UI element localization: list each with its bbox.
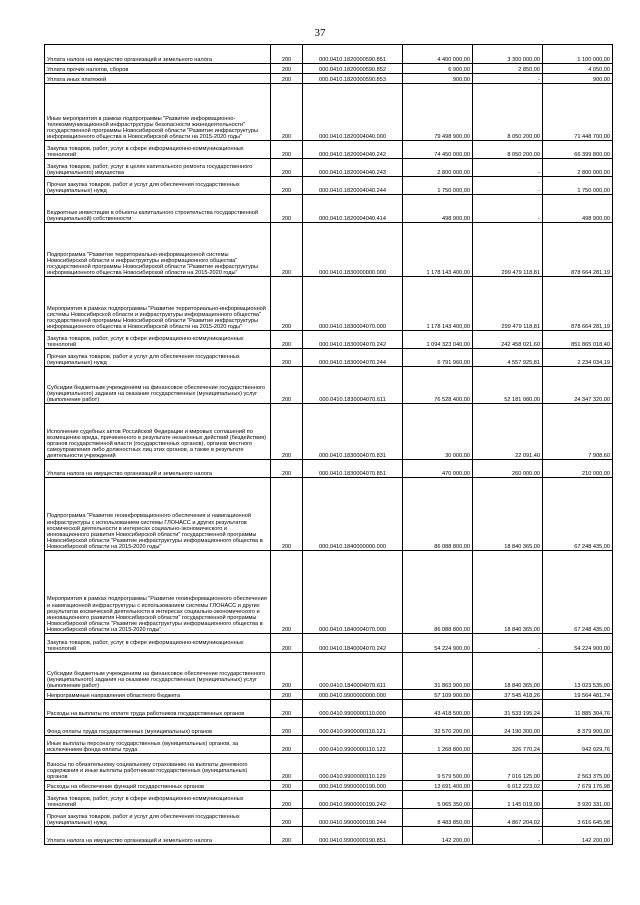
row-classifier: 000.0410.1830000000.000 [303,223,403,277]
row-executed: - [473,74,543,84]
row-approved: 9 579 500,00 [403,754,473,781]
row-code: 200 [271,367,303,404]
row-code: 200 [271,331,303,349]
row-name: Фонд оплаты труда государственных (муниципальных) органов [45,718,271,736]
table-row [45,159,613,177]
row-remaining: 498 900,00 [543,195,613,223]
row-classifier: 000.0410.9900000190.242 [303,791,403,809]
table-row [45,827,613,845]
row-executed: 260 000,00 [473,460,543,478]
row-approved: 1 750 000,00 [403,177,473,195]
row-name: Закупка товаров, работ, услуг в сфере информационно-коммуникационных технологий [45,141,271,159]
row-approved: 498 900,00 [403,195,473,223]
row-name: Прочая закупка товаров, работ и услуг для обеспечения государственных (муниципальных) нужд [45,177,271,195]
row-code: 200 [271,634,303,653]
row-executed: 7 016 125,00 [473,754,543,781]
row-name: Субсидии бюджетным учреждениям на финансовое обеспечение государственного (муниципального) задания на оказание государственных (муниципальных) услуг (выполнение работ) [45,653,271,690]
table-row [45,754,613,781]
row-classifier: 000.0410.1820000590.853 [303,74,403,84]
table-row [45,781,613,791]
row-name: Уплата иных платежей [45,74,271,84]
row-remaining: 54 224 900,00 [543,634,613,653]
row-code: 200 [271,460,303,478]
row-approved: 6 900,00 [403,64,473,74]
row-classifier: 000.0410.1820000590.852 [303,64,403,74]
row-name: Прочая закупка товаров, работ и услуг для обеспечения государственных (муниципальных) нужд [45,809,271,827]
row-approved: 32 570 200,00 [403,718,473,736]
row-approved: 79 498 900,00 [403,84,473,141]
row-approved: 76 528 400,00 [403,367,473,404]
table-row [45,736,613,754]
row-approved: 6 791 960,00 [403,349,473,367]
row-approved: 57 109 900,00 [403,690,473,700]
row-executed: - [473,159,543,177]
row-remaining: 942 029,76 [543,736,613,754]
row-remaining: 3 920 331,00 [543,791,613,809]
row-code: 200 [271,45,303,64]
row-name: Иные мероприятия в рамках подпрограммы "Развитие информационно-телекоммуникационной инфраструктуры безопасности жизнедеятельности" государственной программы Новосибирской области "Развитие инфраструктуры информационного общества в Новосибирской области на 2015-2020 годы" [45,84,271,141]
row-executed: 6 012 223,02 [473,781,543,791]
row-remaining: 19 564 481,74 [543,690,613,700]
row-remaining: 210 000,00 [543,460,613,478]
row-code: 200 [271,177,303,195]
row-code: 200 [271,404,303,460]
row-classifier: 000.0410.9900000190.244 [303,809,403,827]
table-row [45,460,613,478]
table-row [45,791,613,809]
row-classifier: 000.0410.1830004070.244 [303,349,403,367]
row-code: 200 [271,791,303,809]
row-name: Непрограммные направления областного бюджета [45,690,271,700]
row-classifier: 000.0410.1840000000.000 [303,478,403,551]
table-row [45,718,613,736]
table-row [45,478,613,551]
table-row [45,349,613,367]
row-executed: 37 545 418,26 [473,690,543,700]
row-remaining: 7 908,60 [543,404,613,460]
row-classifier: 000.0410.9900000190.851 [303,827,403,845]
row-classifier: 000.0410.1830004070.831 [303,404,403,460]
row-executed: 52 181 080,00 [473,367,543,404]
row-approved: 2 800 000,00 [403,159,473,177]
row-executed: 22 091,40 [473,404,543,460]
row-classifier: 000.0410.9900000110.122 [303,736,403,754]
row-code: 200 [271,84,303,141]
table-row [45,367,613,404]
row-remaining: 66 399 800,00 [543,141,613,159]
row-executed: 18 840 365,00 [473,653,543,690]
row-name: Взносы по обязательному социальному страхованию на выплаты денежного содержания и иные выплаты работникам государственных (муниципальных) органов [45,754,271,781]
row-name: Закупка товаров, работ, услуг в сфере информационно-коммуникационных технологий [45,791,271,809]
row-executed: 18 840 365,00 [473,551,543,634]
row-classifier: 000.0410.1820004040.244 [303,177,403,195]
row-classifier: 000.0410.9900000110.000 [303,700,403,718]
row-code: 200 [271,277,303,331]
table-row [45,45,613,64]
row-classifier: 000.0410.9900000110.129 [303,754,403,781]
row-code: 200 [271,718,303,736]
row-approved: 8 483 850,00 [403,809,473,827]
row-remaining: 878 664 281,19 [543,223,613,277]
row-approved: 1 094 323 040,00 [403,331,473,349]
row-approved: 43 418 500,00 [403,700,473,718]
row-classifier: 000.0410.1830004070.611 [303,367,403,404]
row-code: 200 [271,195,303,223]
row-approved: 13 691 400,00 [403,781,473,791]
row-name: Закупка товаров, работ, услуг в целях капитального ремонта государственного (муниципального) имущества [45,159,271,177]
row-code: 200 [271,809,303,827]
row-name: Расходы на обеспечение функций государственных органов [45,781,271,791]
row-classifier: 000.0410.1830004070.851 [303,460,403,478]
row-approved: 900,00 [403,74,473,84]
row-approved: 31 863 900,00 [403,653,473,690]
row-name: Уплата налога на имущество организаций и земельного налога [45,460,271,478]
row-name: Бюджетные инвестиции в объекты капитального строительства государственной (муниципальной) собственности [45,195,271,223]
row-classifier: 000.0410.9900000110.121 [303,718,403,736]
row-code: 200 [271,478,303,551]
row-executed: 299 479 118,81 [473,223,543,277]
table-row [45,74,613,84]
row-name: Мероприятия в рамках подпрограммы "Развитие геоинформационного обеспечения и навигационной инфраструктуры с использованием системы ГЛОНАСС и других результатов космической деятельности в интересах социально-экономического и инновационного развития Новосибирской области" государственной программы Новосибирской области "Развитие инфраструктуры информационного общества в Новосибирской области на 2015-2020 годы" [45,551,271,634]
row-approved: 54 224 900,00 [403,634,473,653]
row-executed: 31 533 195,24 [473,700,543,718]
row-executed: 8 050 200,00 [473,141,543,159]
row-remaining: 7 679 176,98 [543,781,613,791]
table-row [45,331,613,349]
row-code: 200 [271,781,303,791]
row-classifier: 000.0410.1840004070.611 [303,653,403,690]
row-name: Уплата прочих налогов, сборов [45,64,271,74]
table-row [45,404,613,460]
table-row [45,223,613,277]
table-body [45,45,613,845]
row-classifier: 000.0410.1840004070.000 [303,551,403,634]
table-row [45,195,613,223]
row-remaining: 900,00 [543,74,613,84]
row-approved: 142 200,00 [403,827,473,845]
row-classifier: 000.0410.9900000000.000 [303,690,403,700]
row-name: Расходы на выплаты по оплате труда работников государственных органов [45,700,271,718]
row-executed: - [473,177,543,195]
row-executed: 1 145 019,00 [473,791,543,809]
row-name: Закупка товаров, работ, услуг в сфере информационно-коммуникационных технологий [45,331,271,349]
table-row [45,277,613,331]
row-approved: 86 088 800,00 [403,551,473,634]
row-code: 200 [271,736,303,754]
table-row [45,84,613,141]
row-executed: 4 867 204,02 [473,809,543,827]
row-remaining: 2 234 034,19 [543,349,613,367]
row-executed: 18 840 365,00 [473,478,543,551]
row-classifier: 000.0410.1820004040.414 [303,195,403,223]
row-approved: 74 450 000,00 [403,141,473,159]
row-approved: 30 000,00 [403,404,473,460]
row-classifier: 000.0410.1820000590.851 [303,45,403,64]
row-approved: 470 000,00 [403,460,473,478]
table-row [45,653,613,690]
row-remaining: 13 023 535,00 [543,653,613,690]
row-remaining: 1 750 000,00 [543,177,613,195]
table-row [45,700,613,718]
table-row [45,551,613,634]
table-row [45,177,613,195]
row-approved: 4 400 000,00 [403,45,473,64]
row-remaining: 851 865 018,40 [543,331,613,349]
row-code: 200 [271,74,303,84]
row-executed: 8 050 200,00 [473,84,543,141]
row-code: 200 [271,64,303,74]
row-executed: 242 458 021,60 [473,331,543,349]
row-code: 200 [271,349,303,367]
row-classifier: 000.0410.1820004040.242 [303,141,403,159]
row-code: 200 [271,690,303,700]
row-name: Прочая закупка товаров, работ и услуг для обеспечения государственных (муниципальных) нужд [45,349,271,367]
table-row [45,634,613,653]
row-code: 200 [271,653,303,690]
budget-execution-table [44,44,613,845]
row-executed: 299 479 118,81 [473,277,543,331]
row-name: Уплата налога на имущество организаций и земельного налога [45,45,271,64]
row-executed: - [473,195,543,223]
row-remaining: 878 664 281,19 [543,277,613,331]
row-executed: - [473,634,543,653]
row-name: Исполнение судебных актов Российской Федерации и мировых соглашений по возмещению вреда, причиненного в результате незаконных действий (бездействия) органов государственной власти (государственных органов), органов местного самоуправления либо должностных лиц этих органов, а также в результате деятельности учреждений [45,404,271,460]
row-name: Мероприятия в рамках подпрограммы "Развитие территориально-информационной системы Новосибирской области и инфраструктуры информационного общества" государственной программы Новосибирской области "Развитие инфраструктуры информационного общества в Новосибирской области на 2015-2020 годы" [45,277,271,331]
row-classifier: 000.0410.1820004040.000 [303,84,403,141]
row-name: Уплата налога на имущество организаций и земельного налога [45,827,271,845]
row-executed: 2 850,00 [473,64,543,74]
row-name: Подпрограмма "Развитие территориально-информационной системы Новосибирской области и инфраструктуры информационного общества" государственной программы Новосибирской области "Развитие инфраструктуры информационного общества Новосибирской области на 2015-2020 годы" [45,223,271,277]
row-classifier: 000.0410.1840004070.242 [303,634,403,653]
row-executed: 24 190 300,00 [473,718,543,736]
row-remaining: 11 885 304,76 [543,700,613,718]
row-remaining: 1 100 000,00 [543,45,613,64]
row-name: Субсидии бюджетным учреждениям на финансовое обеспечение государственного (муниципального) задания на оказание государственных (муниципальных) услуг (выполнение работ) [45,367,271,404]
row-remaining: 4 050,00 [543,64,613,74]
page-number: 37 [314,27,326,39]
row-remaining: 67 248 435,00 [543,478,613,551]
table-row [45,141,613,159]
row-remaining: 71 448 700,00 [543,84,613,141]
row-code: 200 [271,159,303,177]
row-code: 200 [271,141,303,159]
row-name: Иные выплаты персоналу государственных (муниципальных) органов, за исключением фонда оплаты труда [45,736,271,754]
row-approved: 1 178 143 400,00 [403,223,473,277]
row-remaining: 3 616 645,98 [543,809,613,827]
table-row [45,809,613,827]
row-code: 200 [271,754,303,781]
row-approved: 1 178 143 400,00 [403,277,473,331]
row-code: 200 [271,700,303,718]
row-classifier: 000.0410.9900000190.000 [303,781,403,791]
row-code: 200 [271,827,303,845]
row-code: 200 [271,551,303,634]
row-classifier: 000.0410.1820004040.243 [303,159,403,177]
row-approved: 1 268 800,00 [403,736,473,754]
row-remaining: 67 248 435,00 [543,551,613,634]
row-name: Подпрограмма "Развитие геоинформационного обеспечения и навигационной инфраструктуры с использованием системы ГЛОНАСС и других результатов космической деятельности в интересах социально-экономического и инновационного развития Новосибирской области" государственной программы Новосибирской области "Развитие инфраструктуры информационного общества в Новосибирской области на 2015-2020 годы" [45,478,271,551]
row-remaining: 24 347 320,00 [543,367,613,404]
row-classifier: 000.0410.1830004070.000 [303,277,403,331]
row-classifier: 000.0410.1830004070.242 [303,331,403,349]
row-executed: 4 557 925,81 [473,349,543,367]
row-approved: 86 088 800,00 [403,478,473,551]
row-remaining: 142 200,00 [543,827,613,845]
table-row [45,64,613,74]
row-executed: 326 770,24 [473,736,543,754]
row-code: 200 [271,223,303,277]
table-row [45,690,613,700]
row-approved: 5 065 350,00 [403,791,473,809]
row-name: Закупка товаров, работ, услуг в сфере информационно-коммуникационных технологий [45,634,271,653]
row-remaining: 8 379 900,00 [543,718,613,736]
row-executed: - [473,827,543,845]
row-executed: 3 300 000,00 [473,45,543,64]
row-remaining: 2 800 000,00 [543,159,613,177]
row-remaining: 2 563 375,00 [543,754,613,781]
